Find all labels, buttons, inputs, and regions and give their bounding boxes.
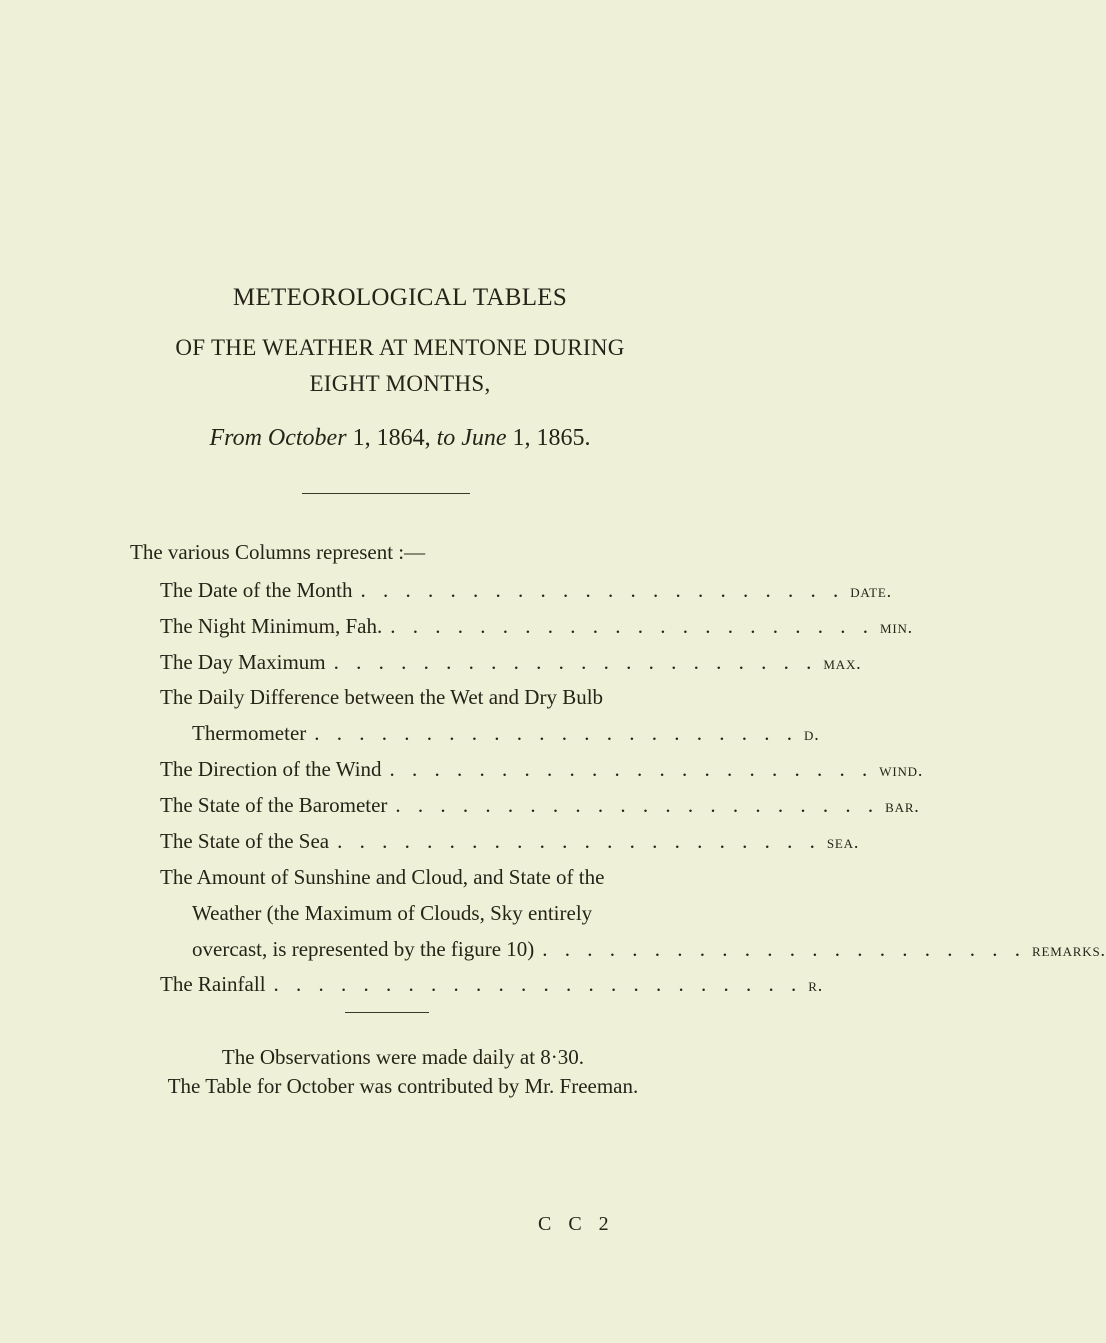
column-entry-d — [160, 685, 820, 745]
column-code: d. — [804, 724, 820, 744]
observation-notes — [0, 1043, 800, 1101]
column-code: sea. — [826, 832, 860, 852]
date-range-to: to — [436, 425, 456, 451]
column-entry-continuation: Thermometer — [192, 721, 307, 745]
date-range — [0, 425, 800, 452]
dot-leader: . . . . . . . . . . . . . . . . . . . . . . — [360, 578, 845, 602]
column-entry-label: The Amount of Sunshine and Cloud, and State of the — [160, 865, 605, 889]
column-entry-label: The State of the Barometer — [160, 793, 388, 817]
date-range-from: From — [209, 425, 262, 451]
dot-leader: . . . . . . . . . . . . . . . . . . . . . . . . — [273, 972, 803, 996]
column-entry-continuation: overcast, is represented by the figure 10) — [192, 937, 535, 961]
date-range-end: 1, 1865. — [512, 425, 591, 451]
column-code: remarks. — [1032, 940, 1106, 960]
dot-leader: . . . . . . . . . . . . . . . . . . . . . . — [333, 650, 818, 674]
column-entry-wind — [160, 757, 924, 781]
note-line-2: The Table for October was contributed by Mr. Freeman. — [167, 1074, 639, 1098]
date-range-end-month: June — [461, 425, 507, 451]
dot-leader: . . . . . . . . . . . . . . . . . . . . . . — [390, 614, 874, 638]
column-code: wind. — [879, 760, 924, 780]
column-code: min. — [880, 617, 913, 637]
column-entry-remarks — [160, 865, 1106, 961]
main-title: METEOROLOGICAL TABLES — [232, 284, 568, 311]
column-entry-label: The Direction of the Wind — [160, 757, 382, 781]
divider-top — [302, 493, 470, 494]
date-range-start-month: October — [267, 425, 347, 451]
column-entry-sea — [160, 829, 860, 853]
dot-leader: . . . . . . . . . . . . . . . . . . . . . . — [337, 829, 821, 853]
dot-leader: . . . . . . . . . . . . . . . . . . . . . . — [542, 937, 1027, 961]
column-entry-continuation: Weather (the Maximum of Clouds, Sky entirely — [192, 901, 593, 925]
dot-leader: . . . . . . . . . . . . . . . . . . . . . . — [314, 721, 799, 745]
column-entry-min — [160, 614, 913, 638]
column-code: bar. — [885, 796, 920, 816]
column-entry-label: The Day Maximum — [160, 650, 326, 674]
subtitle-line-1: OF THE WEATHER AT MENTONE DURING — [175, 335, 625, 360]
dot-leader: . . . . . . . . . . . . . . . . . . . . . . — [395, 793, 880, 817]
column-entry-date — [160, 578, 892, 602]
column-entry-bar — [160, 793, 920, 817]
column-entry-label: The Date of the Month — [160, 578, 353, 602]
note-line-1: The Observations were made daily at 8·30. — [221, 1045, 585, 1069]
signature-mark: C C 2 — [538, 1213, 615, 1235]
column-entry-label: The Daily Difference between the Wet and Dry Bulb — [160, 685, 604, 709]
column-code: date. — [850, 581, 892, 601]
column-entry-label: The Night Minimum, Fah. — [160, 614, 383, 638]
column-code: max. — [823, 653, 862, 673]
dot-leader: . . . . . . . . . . . . . . . . . . . . . . — [389, 757, 874, 781]
column-entry-label: The State of the Sea — [160, 829, 330, 853]
column-entry-max — [160, 650, 862, 674]
columns-intro: The various Columns represent :— — [130, 540, 426, 564]
subtitle-line-2: EIGHT MONTHS, — [309, 371, 491, 396]
date-range-start: 1, 1864, — [352, 425, 431, 451]
column-code: r. — [808, 975, 824, 995]
column-entry-label: The Rainfall — [160, 972, 266, 996]
column-entry-rainfall — [160, 972, 824, 996]
divider-bottom — [345, 1012, 429, 1013]
